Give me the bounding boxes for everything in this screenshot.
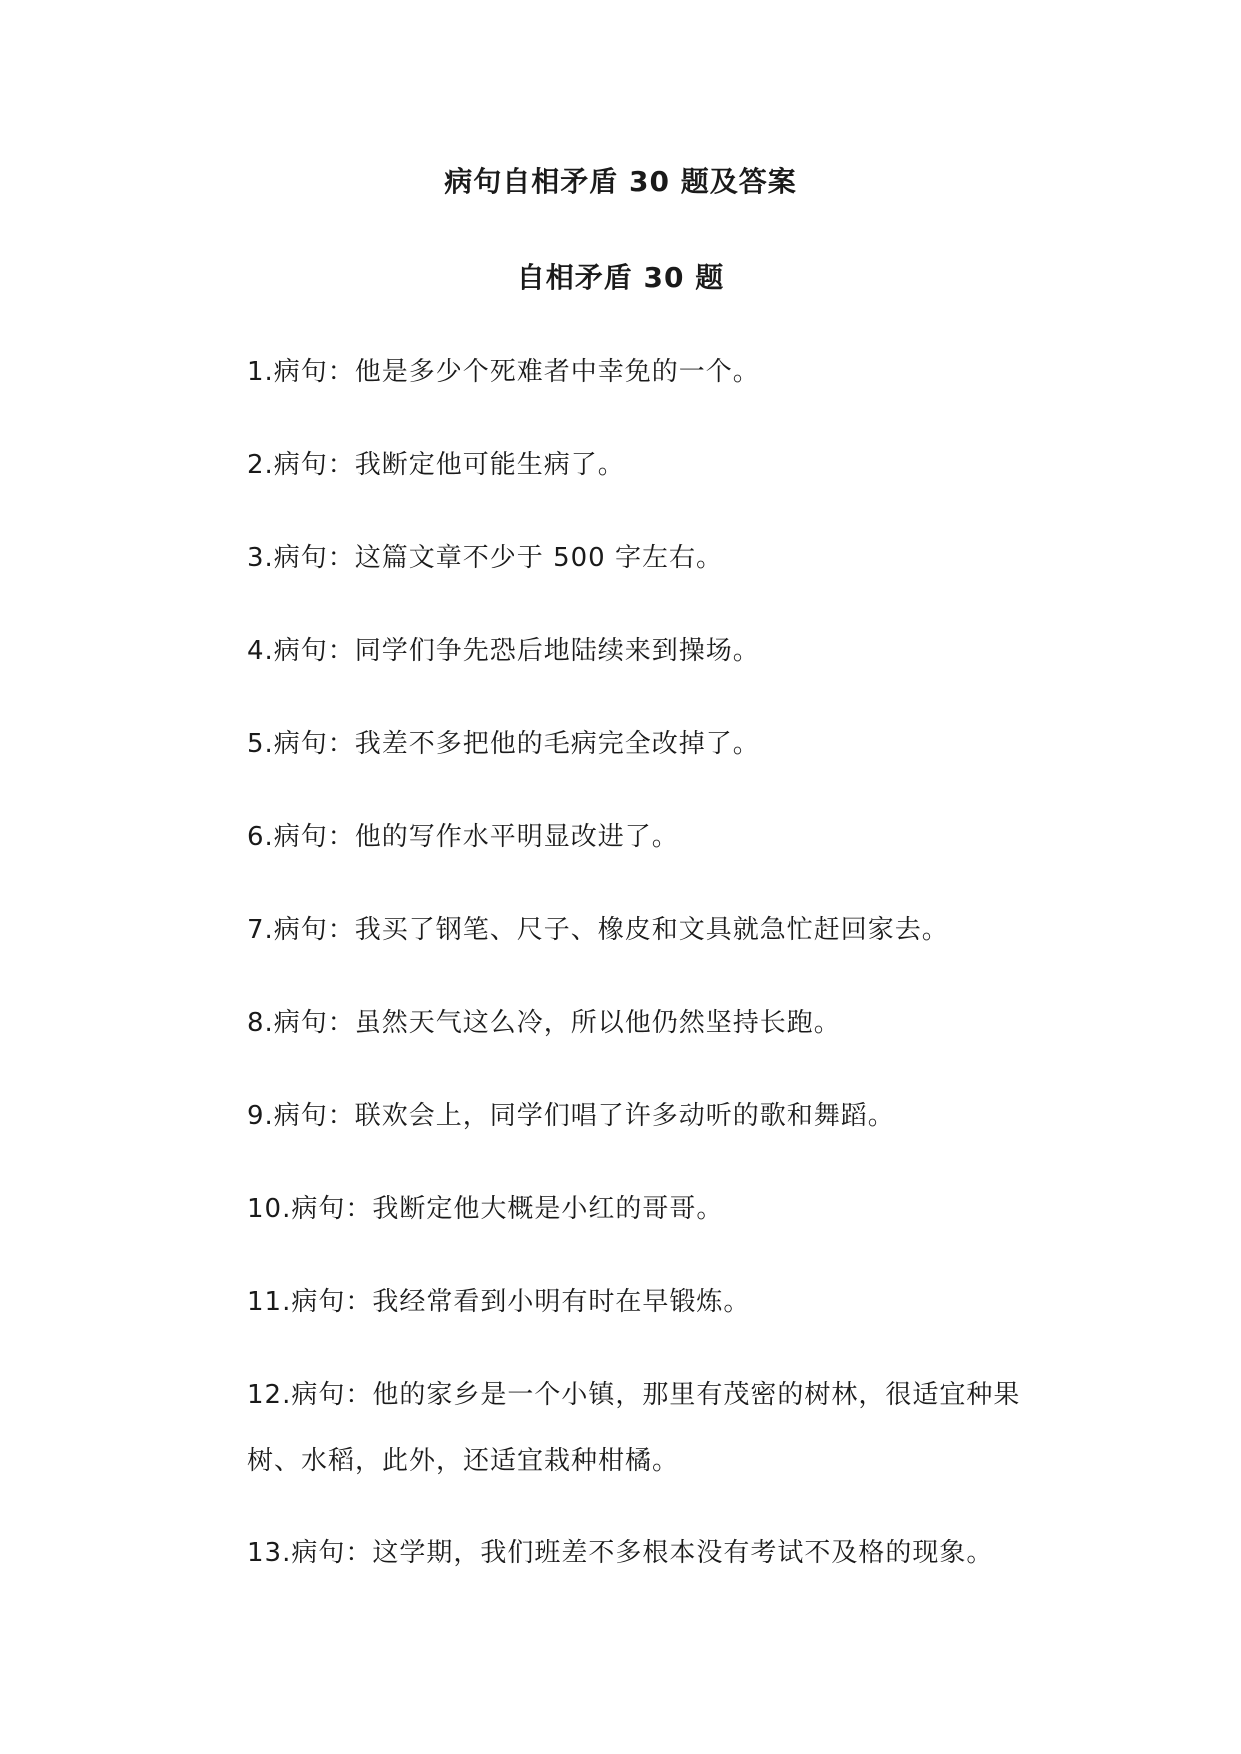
item-text: 4.病句：同学们争先恐后地陆续来到操场。: [247, 636, 760, 666]
item-text: 6.病句：他的写作水平明显改进了。: [247, 822, 679, 852]
list-item: [190, 525, 1050, 591]
item-text: 13.病句：这学期，我们班差不多根本没有考试不及格的现象。: [247, 1538, 994, 1568]
list-item: [190, 1520, 1050, 1586]
item-text: 9.病句：联欢会上，同学们唱了许多动听的歌和舞蹈。: [247, 1101, 895, 1131]
list-item: [190, 1083, 1050, 1149]
item-text: 3.病句：这篇文章不少于 500 字左右。: [247, 543, 723, 573]
item-text: 1.病句：他是多少个死难者中幸免的一个。: [247, 357, 760, 387]
section-title: 自相矛盾 30 题: [516, 261, 725, 294]
list-item: [190, 1362, 1050, 1494]
item-text: 11.病句：我经常看到小明有时在早锻炼。: [247, 1287, 751, 1317]
list-item: [190, 1176, 1050, 1242]
list-item: [190, 990, 1050, 1056]
item-text: 10.病句：我断定他大概是小红的哥哥。: [247, 1194, 724, 1224]
list-item: [190, 432, 1050, 498]
list-item: [190, 618, 1050, 684]
item-text: 2.病句：我断定他可能生病了。: [247, 450, 625, 480]
page-title: 病句自相矛盾 30 题及答案: [444, 165, 797, 198]
list-item: [190, 804, 1050, 870]
item-text: 12.病句：他的家乡是一个小镇，那里有茂密的树林，很适宜种果树、水稻，此外，还适宜栽种柑橘。: [247, 1380, 1021, 1476]
item-text: 8.病句：虽然天气这么冷，所以他仍然坚持长跑。: [247, 1008, 841, 1038]
list-item: [190, 897, 1050, 963]
list-item: [190, 1269, 1050, 1335]
list-item: [190, 711, 1050, 777]
list-item: [190, 339, 1050, 405]
item-text: 5.病句：我差不多把他的毛病完全改掉了。: [247, 729, 760, 759]
item-text: 7.病句：我买了钢笔、尺子、橡皮和文具就急忙赶回家去。: [247, 915, 949, 945]
